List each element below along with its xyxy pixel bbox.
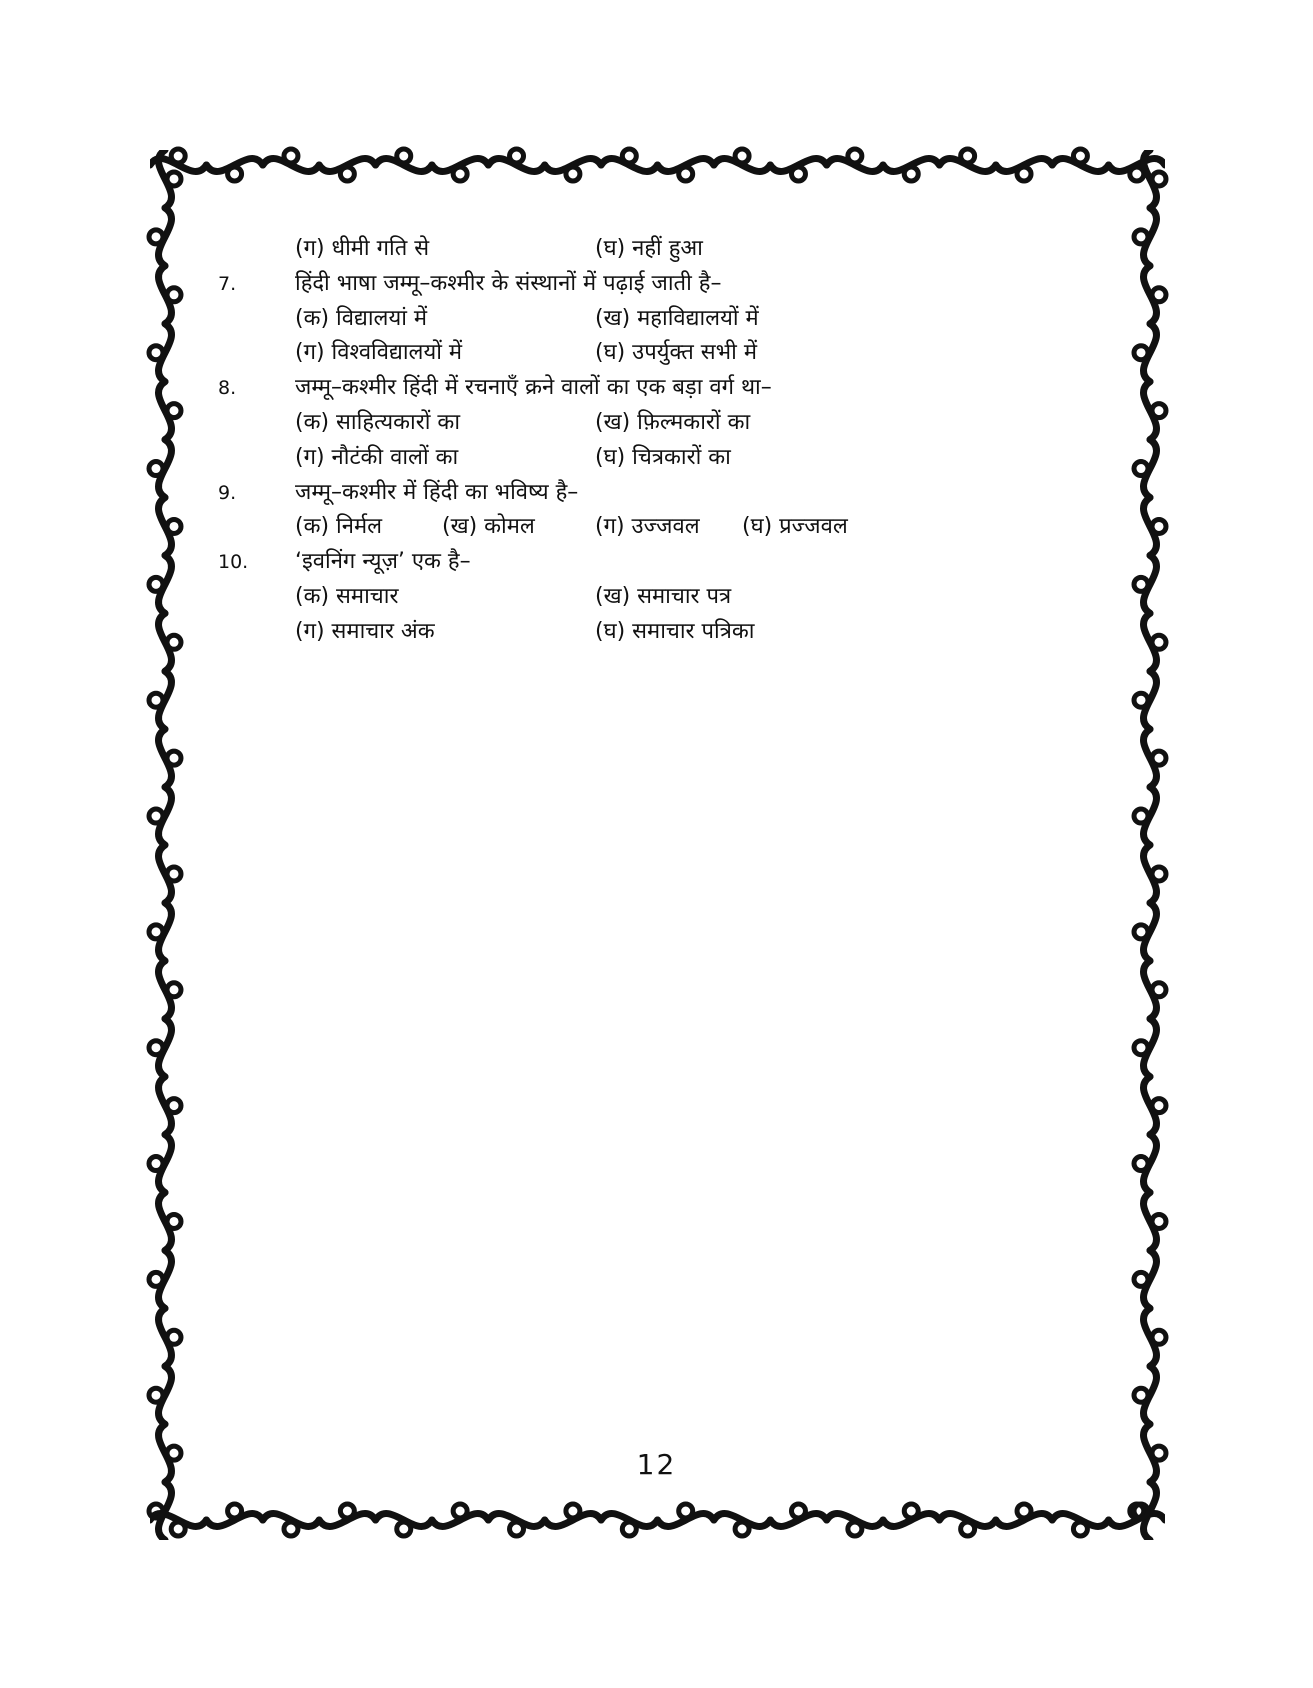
ornamental-border-left <box>140 150 190 1540</box>
option-row <box>210 302 1090 337</box>
question-row <box>210 267 1090 302</box>
question-text: जम्मू–कश्मीर में हिंदी का भविष्य है– <box>295 479 579 505</box>
page-number: 12 <box>636 1448 677 1481</box>
question-number: 7. <box>218 272 237 295</box>
ornament-bottom-svg <box>150 1495 1165 1545</box>
ornamental-border-top <box>150 140 1165 190</box>
option: (क) समाचार <box>295 583 399 609</box>
option: (क) विद्यालयां में <box>295 305 428 331</box>
question-row <box>210 545 1090 580</box>
option: (घ) नहीं हुआ <box>595 236 703 261</box>
option: (घ) प्रज्जवल <box>742 514 848 540</box>
option-row <box>210 336 1090 371</box>
option: (ख) महाविद्यालयों में <box>595 305 759 331</box>
question-list <box>210 232 1090 650</box>
question-number: 9. <box>218 481 237 504</box>
option-row <box>210 510 1090 545</box>
option: (ख) फ़िल्मकारों का <box>595 409 751 435</box>
option-row <box>210 615 1090 650</box>
option: (ग) उज्जवल <box>595 514 700 540</box>
option: (ख) समाचार पत्र <box>595 583 732 609</box>
question-text: ‘इवनिंग न्यूज़’ एक है– <box>295 549 471 575</box>
option-row <box>210 232 1090 267</box>
question-row <box>210 371 1090 406</box>
question-text: हिंदी भाषा जम्मू–कश्मीर के संस्थानों में पढ़ाई जाती है– <box>295 270 722 296</box>
ornamental-border-right <box>1125 150 1175 1540</box>
option-row <box>210 580 1090 615</box>
option-row <box>210 441 1090 476</box>
ornament-top-svg <box>150 140 1165 190</box>
ornament-right-svg <box>1125 150 1175 1540</box>
option: (घ) चित्रकारों का <box>595 444 731 470</box>
option: (क) निर्मल <box>295 514 383 540</box>
question-number: 8. <box>218 377 237 400</box>
option: (क) साहित्यकारों का <box>295 409 461 435</box>
question-row <box>210 476 1090 511</box>
question-number: 10. <box>218 551 249 574</box>
ornament-left-svg <box>140 150 190 1540</box>
option: (ग) विश्वविद्यालयों में <box>295 340 463 366</box>
option: (घ) उपर्युक्त सभी में <box>595 340 757 366</box>
option: (ख) कोमल <box>442 514 535 540</box>
option: (ग) समाचार अंक <box>295 618 435 644</box>
question-text: जम्मू–कश्मीर हिंदी में रचनाएँ क्रने वालों का एक बड़ा वर्ग था– <box>295 375 772 401</box>
option-row <box>210 406 1090 441</box>
ornamental-border-bottom <box>150 1495 1165 1545</box>
option: (ग) नौटंकी वालों का <box>295 444 459 470</box>
option: (घ) समाचार पत्रिका <box>595 618 755 644</box>
option: (ग) धीमी गति से <box>295 236 430 261</box>
